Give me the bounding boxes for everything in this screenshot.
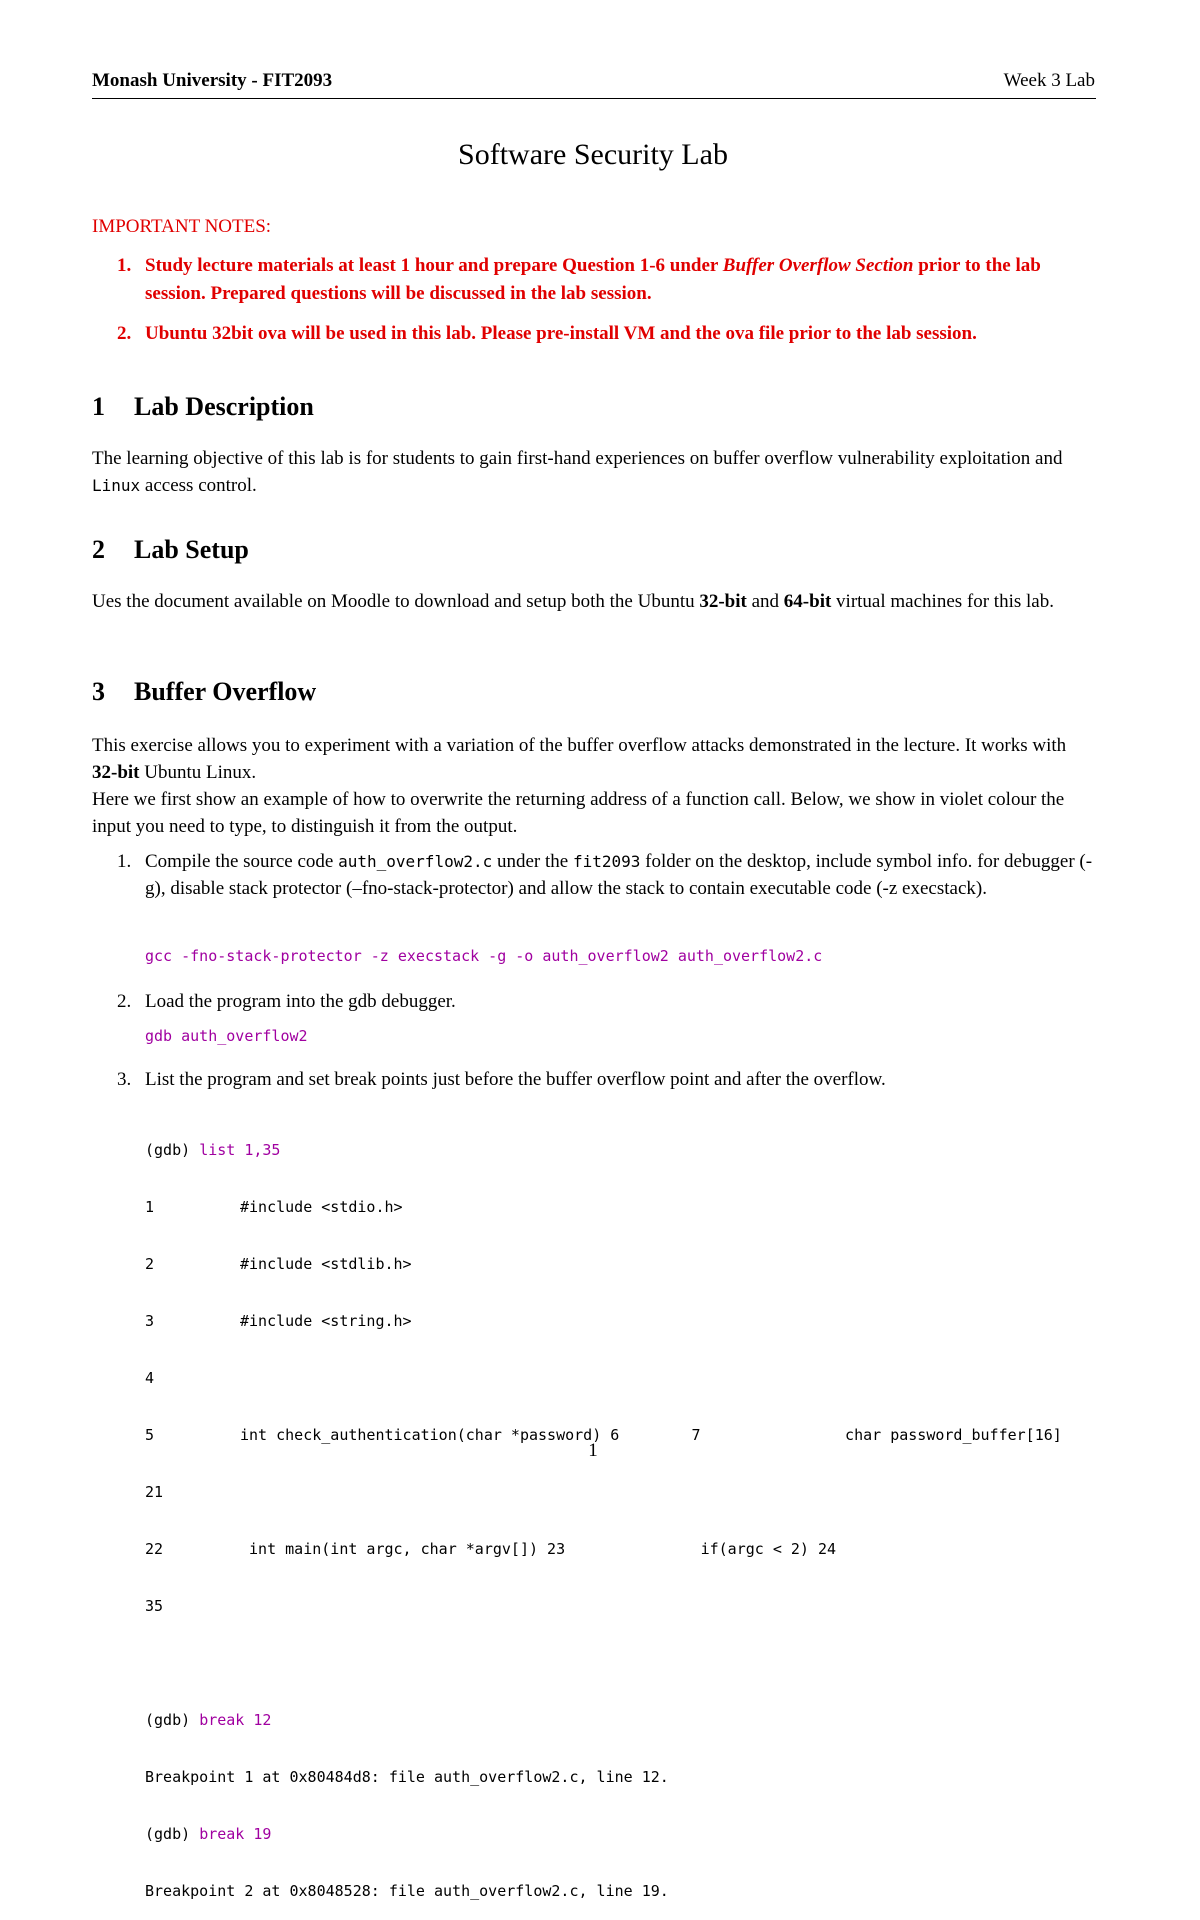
source-line <box>145 1482 1200 1503</box>
header-week: Week 3 Lab <box>1003 70 1095 91</box>
bold-32bit: 32-bit <box>92 762 140 783</box>
gdb-break-command: break 19 <box>199 1825 272 1843</box>
lab-setup-paragraph <box>92 588 1096 615</box>
step-1 <box>117 848 1105 902</box>
blank-line <box>145 1653 1200 1674</box>
gdb-output-line: Breakpoint 1 at 0x80484d8: file auth_overflow2.c, line 12. <box>145 1768 669 1786</box>
line-code: int check_authentication(char *password) 6 7 char password_buffer[16] <box>240 1426 1062 1444</box>
gdb-command: gdb auth_overflow2 <box>145 1027 308 1045</box>
important-note-2 <box>117 320 1095 348</box>
paragraph-text-end: virtual machines for this lab. <box>831 591 1054 612</box>
line-number: 3 <box>145 1312 155 1330</box>
note-emphasis: Buffer Overflow Section <box>722 255 914 276</box>
source-line <box>145 1368 1200 1389</box>
line-code: int main(int argc, char *argv[]) 23 if(argc < 2) 24 <box>240 1540 837 1558</box>
folder-code: fit2093 <box>572 852 641 871</box>
line-number: 22 <box>145 1540 164 1558</box>
line-code: #include <string.h> <box>240 1312 412 1330</box>
line-code: #include <stdio.h> <box>240 1198 403 1216</box>
step-text: List the program and set break points just before the buffer overflow point and after the overflow. <box>145 1069 886 1090</box>
section-number: 2 <box>92 535 105 564</box>
paragraph-text-end: Ubuntu Linux. <box>139 762 257 783</box>
gdb-output-line: Breakpoint 2 at 0x8048528: file auth_overflow2.c, line 19. <box>145 1882 669 1900</box>
step-number: 2. <box>117 991 132 1012</box>
note-number: 1. <box>117 255 132 276</box>
note-number: 2. <box>117 323 132 344</box>
gdb-listing <box>145 1104 1200 1920</box>
important-notes-heading: IMPORTANT NOTES: <box>92 216 272 237</box>
source-line <box>145 1596 1200 1617</box>
gdb-prompt: (gdb) <box>145 1711 200 1729</box>
compile-command: gcc -fno-stack-protector -z execstack -g -o auth_overflow2 auth_overflow2.c <box>145 947 823 965</box>
lab-description-paragraph <box>92 445 1096 499</box>
note-text-end: prior to the lab session. Prepared questions will be discussed in the lab session. <box>145 255 1041 304</box>
section-title: Lab Description <box>134 392 314 421</box>
section-title: Lab Setup <box>134 535 249 564</box>
header-rule <box>92 98 1096 99</box>
line-number: 35 <box>145 1597 164 1615</box>
paragraph-text-mid: and <box>746 591 784 612</box>
note-text: Ubuntu 32bit ova will be used in this lab. Please pre-install VM and the ova file prior to the lab session. <box>145 323 977 344</box>
section-heading-lab-setup <box>92 535 249 565</box>
step-text: Load the program into the gdb debugger. <box>145 991 456 1012</box>
line-number: 5 <box>145 1426 155 1444</box>
buffer-overflow-paragraph <box>92 732 1096 840</box>
page-title: Software Security Lab <box>458 138 728 171</box>
line-number: 2 <box>145 1255 155 1273</box>
gdb-list-command-line <box>145 1140 1200 1161</box>
paragraph-line-2: Here we first show an example of how to overwrite the returning address of a function call. Below, we show in violet colour the input you need to type, to distinguish it from the output. <box>92 789 1065 837</box>
gdb-list-command: list 1,35 <box>199 1141 281 1159</box>
gdb-prompt: (gdb) <box>145 1141 200 1159</box>
section-title: Buffer Overflow <box>134 677 317 706</box>
paragraph-text-end: access control. <box>140 475 257 496</box>
linux-code: Linux <box>92 476 141 495</box>
header-course: Monash University - FIT2093 <box>92 70 333 91</box>
section-heading-buffer-overflow <box>92 677 316 707</box>
section-heading-lab-description <box>92 392 314 422</box>
gdb-break-command: break 12 <box>199 1711 272 1729</box>
line-number: 1 <box>145 1198 155 1216</box>
source-file-code: auth_overflow2.c <box>338 852 493 871</box>
source-line <box>145 1254 1200 1275</box>
step-number: 1. <box>117 851 132 872</box>
step-text: Compile the source code <box>145 851 339 872</box>
gdb-break-command-line <box>145 1710 1200 1731</box>
gdb-break-command-line <box>145 1824 1200 1845</box>
bold-64bit: 64-bit <box>783 591 832 612</box>
paragraph-line-1 <box>92 732 1096 786</box>
gdb-prompt: (gdb) <box>145 1825 200 1843</box>
section-number: 1 <box>92 392 105 421</box>
step-text-mid: under the <box>492 851 573 872</box>
step-3 <box>117 1066 1105 1093</box>
note-text: Study lecture materials at least 1 hour and prepare Question 1-6 under <box>145 255 723 276</box>
paragraph-text: Ues the document available on Moodle to download and setup both the Ubuntu <box>92 591 700 612</box>
line-number: 4 <box>145 1369 155 1387</box>
step-text-end: folder on the desktop, include symbol info. for debugger (-g), disable stack protector (–fno-stack-protector) and allow the stack to contain executable code (-z execstack). <box>145 851 1093 899</box>
section-number: 3 <box>92 677 105 706</box>
page-number: 1 <box>588 1440 598 1461</box>
source-line <box>145 1539 1200 1560</box>
step-number: 3. <box>117 1069 132 1090</box>
paragraph-text: This exercise allows you to experiment with a variation of the buffer overflow attacks demonstrated in the lecture. It works with <box>92 735 1067 756</box>
step-2 <box>117 988 1105 1015</box>
paragraph-text: The learning objective of this lab is for students to gain first-hand experiences on buffer overflow vulnerability exploitation and <box>92 448 1063 469</box>
line-code: #include <stdlib.h> <box>240 1255 412 1273</box>
source-line <box>145 1197 1200 1218</box>
line-number: 21 <box>145 1483 164 1501</box>
source-line <box>145 1311 1200 1332</box>
bold-32bit: 32-bit <box>699 591 747 612</box>
important-note-1 <box>117 252 1095 308</box>
